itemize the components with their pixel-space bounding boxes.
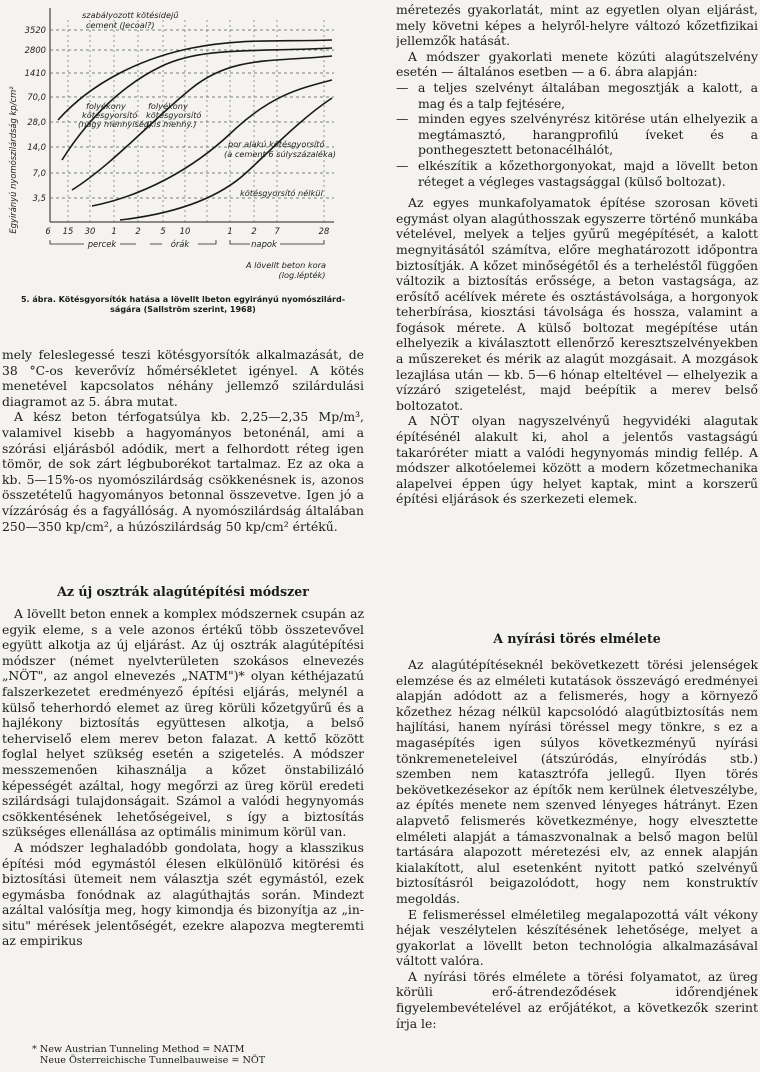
paragraph: A módszer leghaladóbb gondolata, hogy a klasszikus építési mód egymástól élesen elkülönülő kitörési és biztosítási ütemeit nem választja szét egymástól, ezek egymásba fonódnak az alagúthajtás során. Mindezt azáltal valósítja meg, hogy kimondja és bizonyítja az „in-situ" mérések jelentőségét, ezekre alapozva megteremti az empirikus (2, 839, 364, 949)
left-column (2, 0, 364, 1072)
x-unit-days: napok (251, 239, 277, 249)
y-tick: 3520 (24, 25, 46, 35)
left-text-block-2 (2, 606, 364, 949)
x-tick: 15 (62, 226, 74, 236)
paragraph: E felismeréssel elméletileg megalapozottá vált vékony héjak veszélytelen készítésének lehetősége, melyet a gyakorlat a lövellt beton technológia alkalmazásával váltott valóra. (396, 906, 758, 969)
curve-label: kötésgyorsító (82, 110, 138, 120)
x-tick: 6 (45, 226, 51, 236)
y-tick: 70,0 (27, 92, 46, 102)
curve-label: folyékony (148, 101, 188, 111)
y-tick: 1410 (24, 68, 46, 78)
paragraph: mely feleslegessé teszi kötésgyorsítók alkalmazását, de 38 °C-os keverővíz hőmérsékletet igényel. A kötés menetével kapcsolatos néhány jellemző szilárdulási diagramot az 5. ábra mutat. (2, 347, 364, 409)
y-tick: 28,0 (27, 117, 46, 127)
section-heading-natm: Az új osztrák alagútépítési módszer (57, 584, 309, 599)
x-tick-labels (45, 226, 329, 236)
x-tick: 2 (251, 226, 257, 236)
curve-label: folyékony (86, 101, 126, 111)
strength-chart (2, 0, 364, 292)
steps-list (396, 80, 758, 189)
x-tick: 30 (84, 226, 96, 236)
paragraph: A lövellt beton ennek a komplex módszernek csupán az egyik eleme, s a vele azonos értékű több összetevővel együtt alkotja az új eljárást. Az új osztrák alagútépítési módszer (német nyelvterületen szokásos elnevezés „NÖT", az angol elnevezés „NATM")* olyan kéthéjazatú falszerkezetet eredményező építési eljárás, melynél a külső teherhordó elemet az üreg körüli kőzetgyűrű és a hajlékony biztosítás együttesen alkotja, a belső teherviselő elem merev beton falazat. A kettő között foglal helyet szükség esetén a szigetelés. A módszer messzemenően kihasználja a kőzet önstabilizáló képességét azáltal, hogy megőrzi az üreg körül eredeti szilárdsági tulajdonságait. Számol a valódi hegynyomás csökkentésének lehetőségeivel, s így a biztosítás szükséges ellenállása az optimális minimum körül van. (2, 606, 364, 840)
paragraph: A módszer gyakorlati menete közúti alagútszelvény esetén — általános esetben — a 6. ábra alapján: (396, 48, 758, 80)
curve-labels (78, 10, 336, 198)
paragraph: Az alagútépítéseknél bekövetkezett törési jelenségek elemzése és az elméleti kutatások összevágó eredményei alapján adódott az a felismerés, hogy a környező kőzethez hézag nélkül kapcsolódó alagútbiztosítás nem hajlítási, hanem nyírási töréssel megy tönkre, s ez a magasépítés igen súlyos következményű nyírási tönkremeneteleivel (átszúródás, elnyíródás stb.) szemben nem katasztrófa jellegű. Ilyen törés bekövetkezésekor az építők nem kerülnek életveszélybe, az építés menete nem szenved lényeges hátrányt. Ezen alapvető felismerés következménye, hogy elvesztette elméleti alapját a támaszvonalnak a belső magon belül tartására alapozott méretezési elv, az ennek alapján kialakított, alul esetenként nyitott patkó szelvényű biztosításról beigazolódott, hogy nem konstruktív megoldás. (396, 657, 758, 906)
y-tick: 3,5 (32, 193, 46, 203)
curve-label: (kis menny.) (146, 119, 197, 129)
list-item: — elkészítik a kőzethorgonyokat, majd a lövellt beton réteget a végleges vastagsággal (külső boltozat). (396, 157, 758, 189)
x-tick: 10 (179, 226, 191, 236)
curve-label: por alakú kötésgyorsító (228, 139, 325, 149)
curve-label: szabályozott kötésidejű (82, 10, 179, 20)
paragraph: A NÖT olyan nagyszelvényű hegyvidéki alagutak építésénél alakult ki, ahol a jelentős vastagságú takarórétег miatt a valódi hegynyomás mindig fellép. A módszer alkotóelemei között a modern kőzetmechanika alapelvei éppen úgy helyet kaptak, mint a korszerű építési eljárások és szerkezeti elemek. (396, 413, 758, 507)
x-unit-hours: órák (170, 239, 190, 249)
x-tick: 7 (274, 226, 280, 236)
list-item: — a teljes szelvényt általában megosztják a kalott, a mag és a talp fejtésére, (396, 79, 758, 111)
y-axis-label: Egyirányú nyomószilárdság kp/cm² (8, 86, 18, 234)
x-tick: 5 (160, 226, 166, 236)
paragraph: A kész beton térfogatsúlya kb. 2,25—2,35 Mp/m³, valamivel kisebb a hagyományos betonénál, ami a szórási eljárásból adódik, mert a felhordott réteg igen tömör, de sok zárt légbuborékot tartalmaz. Ez az oka a kb. 5—15%-os nyomószilárdság csökkenésnek is, azonos összetételű hagyományos betonnal összevetve. Igen jó a vízzáróság és a fagyállóság. A nyomószilárdság általában 250—350 kp/cm², a húzószilárdság 50 kp/cm² értékű. (2, 409, 364, 534)
list-item: — minden egyes szelvényrész kitörése után elhelyezik a megtámasztó, harangprofilú íveket és a ponthegesztett betonacélhálót, (396, 111, 758, 158)
x-tick: 2 (135, 226, 141, 236)
paragraph: Az egyes munkafolyamatok építése szorosan követi egymást olyan alagúthosszak egyszerre történő munkába vételével, melyek a teljes gyűrű megépítését, a kalott megnyitásától számítva, előre meghatározott időpontra biztosítják. A kőzet minőségétől és a terheléstől függően változik a biztosítás erőssége, a beton vastagsága, az erősítő acélívek mérete és osztástávolsága, a horgonyok teherbírása, kiosztási távolsága és hossza, valamint a fogások mérete. A külső boltozat megépítése után elhelyezik a kiválasztott ellenőrző keresztszelvényekben a műszereket és mérik az alagút mozgásait. A mozgások lezajlása után — kb. 5—6 hónap elteltével — elhelyezik a vízzáró szigetelést, majd beépítik a merev belső boltozatot. (396, 195, 758, 413)
curve-label: kötésgyorsító (146, 110, 202, 120)
right-text-block (396, 2, 758, 507)
left-text-block (2, 347, 364, 534)
y-tick: 7,0 (32, 168, 46, 178)
y-tick-labels (25, 25, 46, 203)
section-heading-shear: A nyírási törés elmélete (493, 631, 661, 646)
x-unit-minutes: percek (87, 239, 117, 249)
x-axis-label: A lövellt beton kora (245, 260, 327, 270)
y-tick: 2800 (24, 45, 46, 55)
footnote: * New Austrian Tunneling Method = NATM Neue Österreichische Tunnelbauweise = NÖT (32, 1044, 266, 1066)
right-text-block-2 (396, 657, 758, 1031)
curve-label: cement (Jecoal?) (86, 20, 155, 30)
x-tick: 1 (111, 226, 117, 236)
x-axis-label-scale: (log.lépték) (278, 270, 326, 280)
x-tick: 1 (227, 226, 233, 236)
curve-label: (a cement 6 súlyszázaléka) (224, 149, 336, 159)
x-tick: 28 (318, 226, 330, 236)
paragraph: méretezés gyakorlatát, mint az egyetlen olyan eljárást, mely követni képes a helyről-helyre változó kőzetfizikai jellemzők hatását. (396, 2, 758, 49)
y-tick: 14,0 (27, 142, 46, 152)
paragraph: A nyírási törés elmélete a törési folyamatot, az üreg körüli erő-átrendeződések időrendjének figyelembevételével az erőjátékot, a következők szerint írja le: (396, 968, 758, 1031)
figure-caption: 5. ábra. Kötésgyorsítók hatása a lövellt lbeton egyirányú nyomószilárd- ságára (Sallström szerint, 1968) (20, 295, 346, 314)
curve-label: kötésgyorsító nélkül (240, 188, 323, 198)
figure-5 (2, 0, 364, 290)
right-column (396, 0, 758, 1072)
curve-label: (nagy mennyiség) (78, 119, 153, 129)
